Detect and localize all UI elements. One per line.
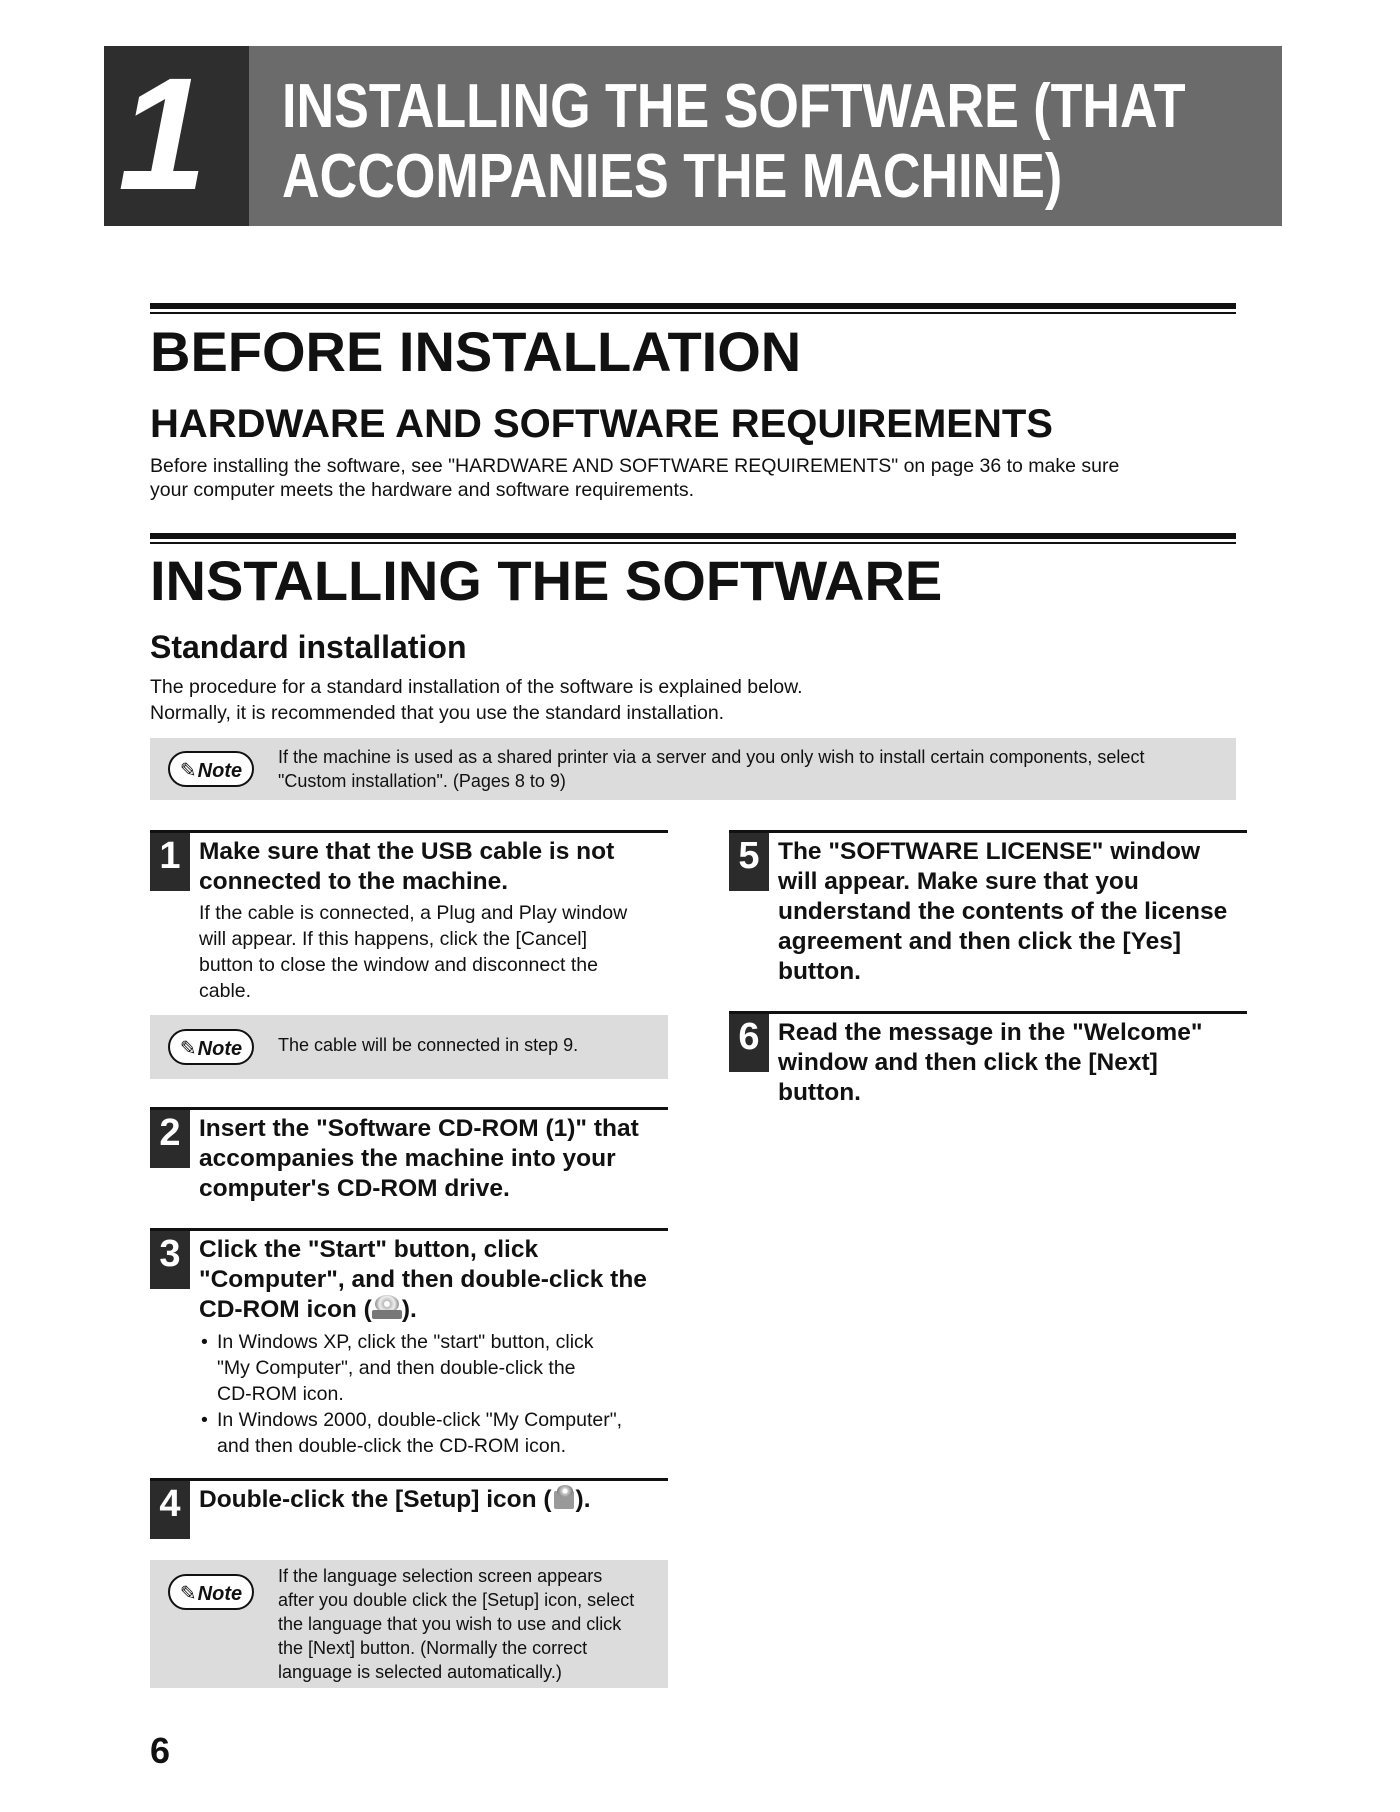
- chapter-title-line2: ACCOMPANIES THE MACHINE): [282, 142, 1063, 211]
- pencil-icon: ✎: [179, 760, 197, 782]
- step-4: [150, 1478, 668, 1541]
- step-number: 1: [150, 833, 190, 891]
- step-5: [729, 830, 1247, 993]
- note-box: [150, 1560, 668, 1688]
- note-text: If the machine is used as a shared printer via a server and you only wish to install certain components, select "Custom installation". (Pages 8 to 9): [278, 747, 1145, 791]
- standard-installation-heading: Standard installation: [150, 629, 467, 665]
- bullet-item: • In Windows 2000, double-click "My Computer", and then double-click the CD-ROM icon.: [199, 1407, 669, 1459]
- step-1: [150, 830, 668, 1013]
- chapter-number-box: [104, 46, 249, 226]
- step-title: Click the "Start" button, click "Computer", and then double-click the CD-ROM icon ( ).: [199, 1236, 647, 1323]
- cd-rom-icon: [372, 1295, 402, 1321]
- step-title: Double-click the [Setup] icon ( ).: [199, 1486, 591, 1513]
- step-title: Insert the "Software CD-ROM (1)" that accompanies the machine into your computer's CD-ROM drive.: [199, 1115, 639, 1202]
- note-box: [150, 1015, 668, 1079]
- bullet-item: • In Windows XP, click the "start" button, click "My Computer", and then double-click the CD-ROM icon.: [199, 1329, 669, 1407]
- setup-icon: [552, 1485, 576, 1511]
- step-text: If the cable is connected, a Plug and Play window will appear. If this happens, click the [Cancel] button to close the window and disconnect the cable.: [199, 902, 628, 1002]
- note-badge: ✎Note: [168, 751, 254, 787]
- note-badge: ✎Note: [168, 1574, 254, 1610]
- step-number: 3: [150, 1231, 190, 1289]
- section-rule: [150, 303, 1236, 314]
- step-number: 2: [150, 1110, 190, 1168]
- chapter-banner: [104, 46, 1282, 226]
- before-installation-heading: BEFORE INSTALLATION: [150, 320, 802, 383]
- step-title: The "SOFTWARE LICENSE" window will appear. Make sure that you understand the contents of the license agreement and then click the [Yes] button.: [778, 838, 1228, 985]
- step-title: Make sure that the USB cable is not connected to the machine.: [199, 838, 615, 895]
- section-rule: [150, 533, 1236, 544]
- step-6: [729, 1011, 1247, 1114]
- step-number: 6: [729, 1014, 769, 1072]
- note-text: The cable will be connected in step 9.: [278, 1035, 579, 1055]
- chapter-title: [282, 72, 1186, 212]
- standard-installation-text: The procedure for a standard installation of the software is explained below. Normally, it is recommended that you use the standard installation.: [150, 676, 803, 724]
- step-3: [150, 1228, 668, 1461]
- step-2: [150, 1107, 668, 1210]
- note-box: [150, 738, 1236, 800]
- step-text: [199, 1329, 669, 1459]
- requirements-heading: HARDWARE AND SOFTWARE REQUIREMENTS: [150, 402, 1053, 446]
- chapter-number: 1: [118, 44, 201, 223]
- installing-heading: INSTALLING THE SOFTWARE: [150, 549, 943, 612]
- requirements-text: Before installing the software, see "HARDWARE AND SOFTWARE REQUIREMENTS" on page 36 to make sure your computer meets the hardware and software requirements.: [150, 455, 1120, 501]
- note-badge: ✎Note: [168, 1029, 254, 1065]
- chapter-title-line1: INSTALLING THE SOFTWARE (THAT: [282, 72, 1186, 141]
- pencil-icon: ✎: [179, 1583, 197, 1605]
- step-number: 4: [150, 1481, 190, 1539]
- pencil-icon: ✎: [179, 1038, 197, 1060]
- note-text: If the language selection screen appears after you double click the [Setup] icon, select the language that you wish to use and click the [Next] button. (Normally the correct language is selected automatically.): [278, 1566, 635, 1682]
- step-title: Read the message in the "Welcome" window and then click the [Next] button.: [778, 1019, 1203, 1106]
- step-number: 5: [729, 833, 769, 891]
- page-number: 6: [150, 1730, 171, 1771]
